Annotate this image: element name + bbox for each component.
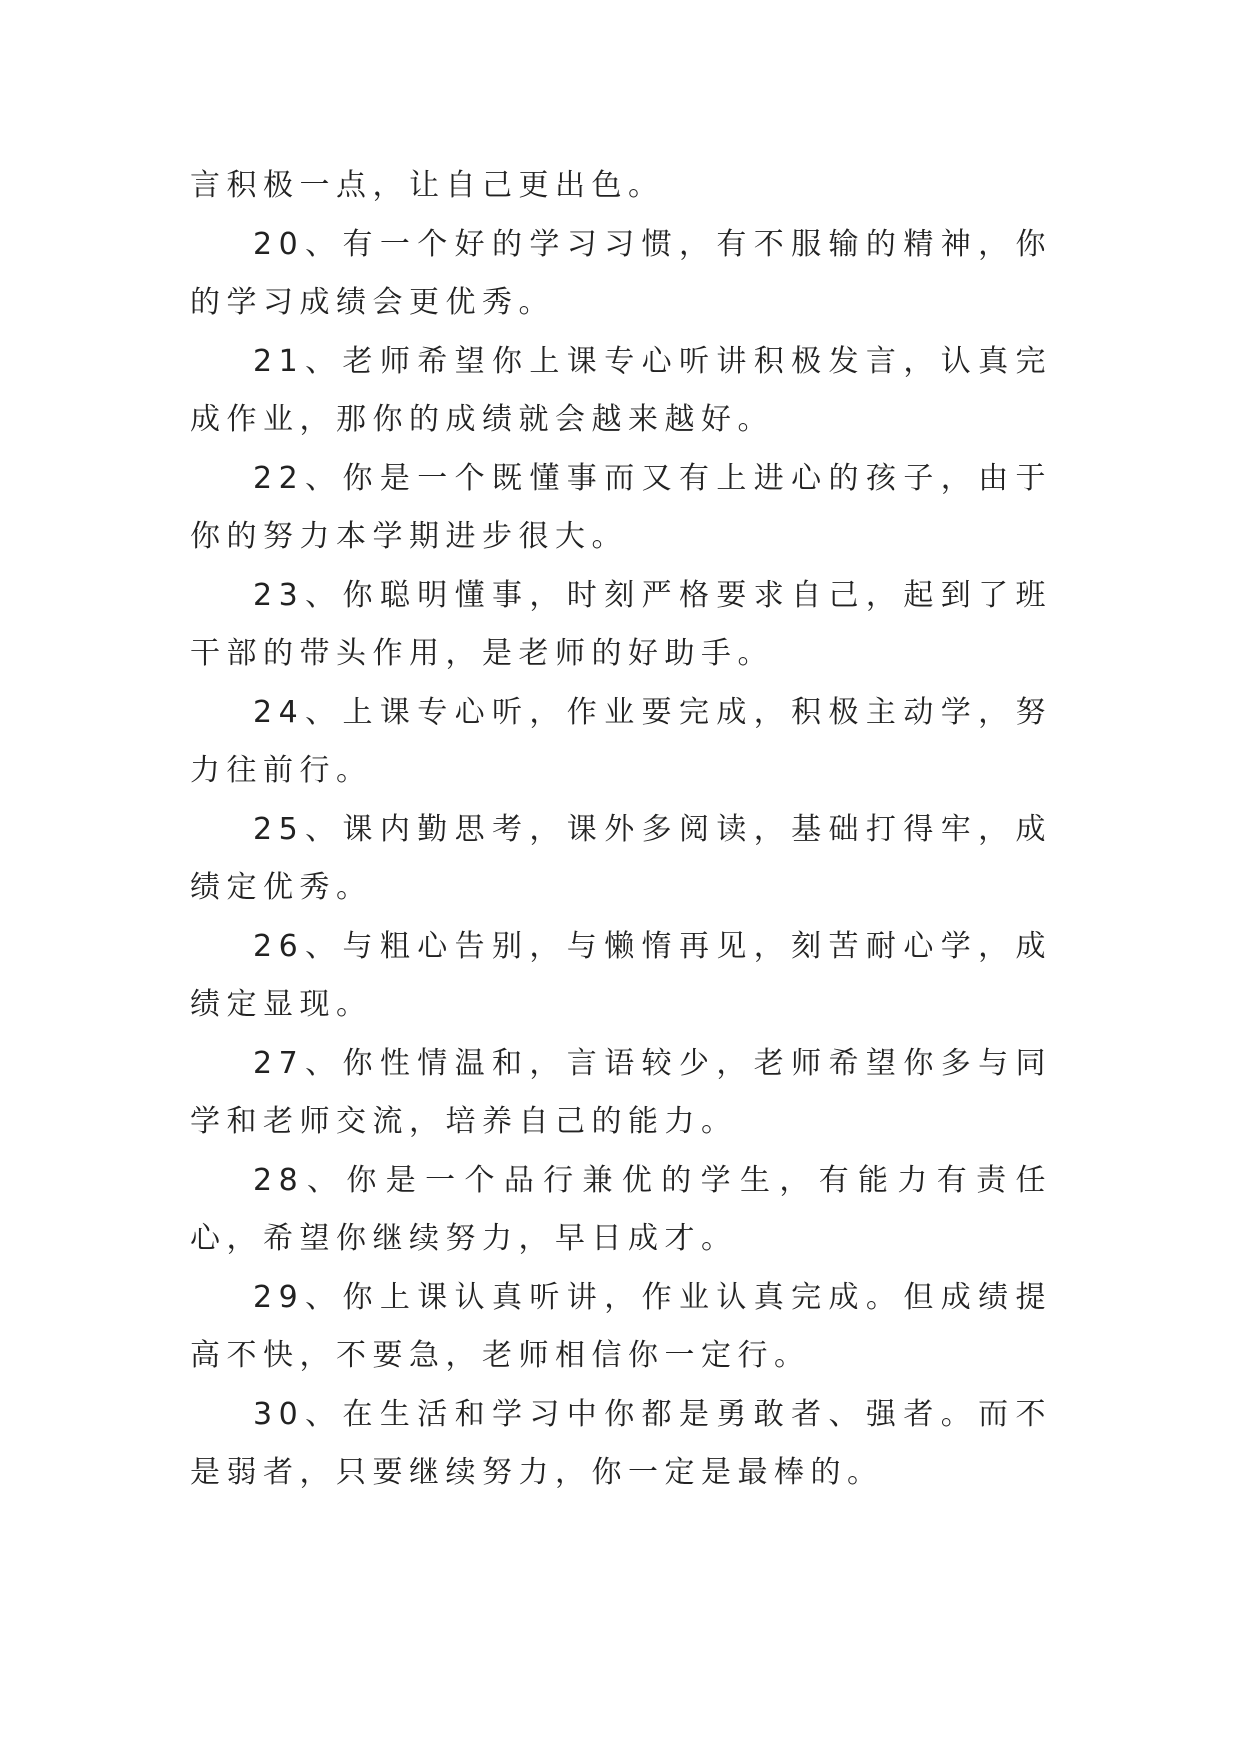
comment-28: 28、你是一个品行兼优的学生，有能力有责任心，希望你继续努力，早日成才。	[190, 1162, 1052, 1256]
comment-22: 22、你是一个既懂事而又有上进心的孩子，由于你的努力本学期进步很大。	[190, 460, 1052, 554]
comment-26: 26、与粗心告别，与懒惰再见，刻苦耐心学，成绩定显现。	[190, 928, 1052, 1022]
comment-21: 21、老师希望你上课专心听讲积极发言，认真完成作业，那你的成绩就会越来越好。	[190, 343, 1052, 437]
comment-27: 27、你性情温和，言语较少，老师希望你多与同学和老师交流，培养自己的能力。	[190, 1045, 1052, 1139]
comment-29: 29、你上课认真听讲，作业认真完成。但成绩提高不快，不要急，老师相信你一定行。	[190, 1279, 1052, 1373]
paragraph-continuation: 言积极一点，让自己更出色。	[190, 168, 665, 203]
comment-20: 20、有一个好的学习习惯，有不服输的精神，你的学习成绩会更优秀。	[190, 226, 1052, 320]
comment-25: 25、课内勤思考，课外多阅读，基础打得牢，成绩定优秀。	[190, 811, 1052, 905]
document-body	[190, 157, 1052, 1503]
comment-30: 30、在生活和学习中你都是勇敢者、强者。而不是弱者，只要继续努力，你一定是最棒的。	[190, 1396, 1052, 1490]
comment-24: 24、上课专心听，作业要完成，积极主动学，努力往前行。	[190, 694, 1052, 788]
comment-23: 23、你聪明懂事，时刻严格要求自己，起到了班干部的带头作用，是老师的好助手。	[190, 577, 1052, 671]
